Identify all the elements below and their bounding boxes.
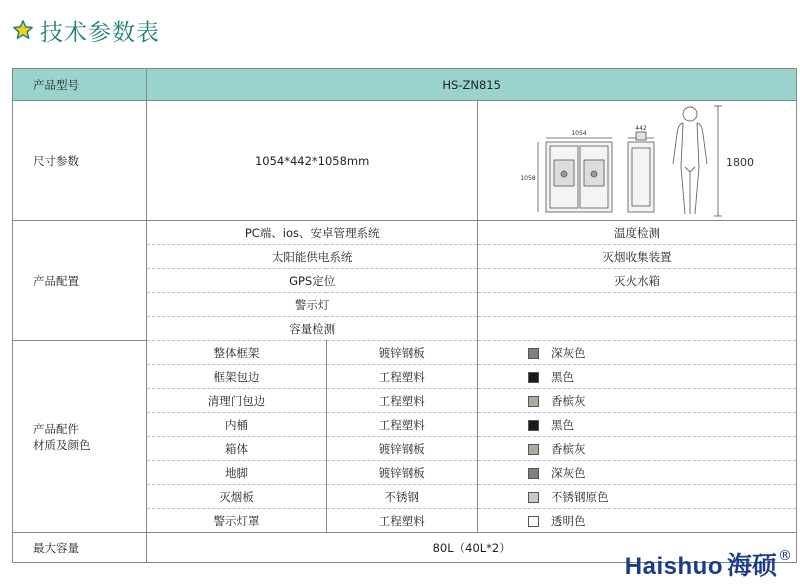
model-value: HS-ZN815 [147,69,797,101]
config-right-2: 灭火水箱 [477,269,796,293]
front-view [538,138,612,212]
color-swatch [528,468,539,479]
part-color-label: 黑色 [550,369,574,384]
model-row [13,69,797,101]
part-color-label: 透明色 [550,513,586,528]
part-material: 镀锌钢板 [326,461,477,485]
front-height-label: 1058 [520,174,536,182]
dimension-diagram [478,102,796,220]
config-left-3: 警示灯 [147,293,478,317]
star-icon [12,19,34,41]
title-row [12,12,160,48]
part-row [13,341,797,365]
size-row [13,101,797,221]
part-color-label: 香槟灰 [550,441,586,456]
capacity-label: 最大容量 [13,533,147,563]
part-color [477,365,796,389]
size-drawing-cell [477,101,796,221]
config-right-1: 灭烟收集装置 [477,245,796,269]
part-color [477,485,796,509]
part-color-label: 香槟灰 [550,393,586,408]
part-color [477,437,796,461]
part-material: 镀锌钢板 [326,437,477,461]
part-name: 内桶 [147,413,326,437]
color-swatch [528,516,539,527]
part-color-label: 深灰色 [550,345,586,360]
size-value: 1054*442*1058mm [147,101,478,221]
color-swatch [528,420,539,431]
color-swatch [528,492,539,503]
part-material: 工程塑料 [326,413,477,437]
part-name: 清理门包边 [147,389,326,413]
registered-mark: ® [778,548,792,564]
config-left-4: 容量检测 [147,317,478,341]
side-depth-label: 442 [635,124,647,132]
part-material: 工程塑料 [326,389,477,413]
color-swatch [528,348,539,359]
part-color [477,509,796,533]
part-color-label: 不锈钢原色 [550,489,609,504]
parts-label [13,341,147,533]
capacity-value: 80L（40L*2） [147,533,797,563]
config-label: 产品配置 [13,221,147,341]
person-silhouette [673,106,722,216]
part-color-label: 黑色 [550,417,574,432]
config-right-3 [477,293,796,317]
part-material: 工程塑料 [326,509,477,533]
part-material: 镀锌钢板 [326,341,477,365]
product-drawing [478,102,796,220]
config-right-0: 温度检测 [477,221,796,245]
color-swatch [528,396,539,407]
part-name: 框架包边 [147,365,326,389]
part-material: 不锈钢 [326,485,477,509]
spec-table [12,68,797,563]
config-right-4 [477,317,796,341]
color-swatch [528,372,539,383]
brand-logo [625,546,792,582]
part-name: 警示灯罩 [147,509,326,533]
part-material: 工程塑料 [326,365,477,389]
config-left-2: GPS定位 [147,269,478,293]
part-name: 整体框架 [147,341,326,365]
parts-label-line2: 材质及颜色 [33,437,91,452]
config-row [13,221,797,245]
parts-label-line1: 产品配件 [33,421,79,436]
color-swatch [528,444,539,455]
brand-name-cn: 海硕 [726,551,777,580]
part-color [477,461,796,485]
config-left-1: 太阳能供电系统 [147,245,478,269]
part-color [477,413,796,437]
part-name: 地脚 [147,461,326,485]
part-color-label: 深灰色 [550,465,586,480]
part-name: 灭烟板 [147,485,326,509]
part-color [477,389,796,413]
config-left-0: PC端、ios、安卓管理系统 [147,221,478,245]
brand-name-en: Haishuo [624,553,723,580]
part-color [477,341,796,365]
model-label: 产品型号 [13,69,147,101]
front-width-label: 1054 [571,129,587,137]
size-label: 尺寸参数 [13,101,147,221]
person-height-label: 1800 [725,155,754,169]
part-name: 箱体 [147,437,326,461]
page-title: 技术参数表 [40,19,160,46]
side-view [628,132,654,212]
